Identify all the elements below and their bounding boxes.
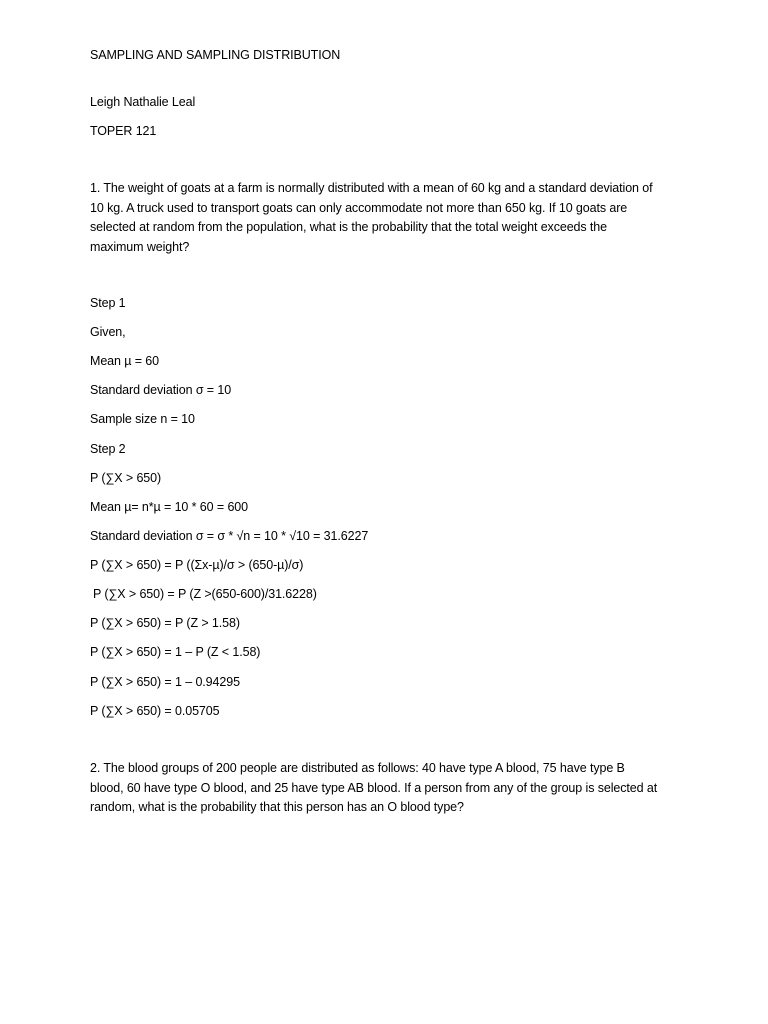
equation-line: P (∑X > 650) = 1 – P (Z < 1.58) <box>90 645 261 659</box>
question-1-line: 10 kg. A truck used to transport goats can only accommodate not more than 650 kg. If 10 goats are <box>90 200 628 215</box>
sample-size-value: Sample size n = 10 <box>90 412 195 426</box>
question-2-line: 2. The blood groups of 200 people are distributed as follows: 40 have type A blood, 75 have type B <box>90 761 625 775</box>
probability-statement: P (∑X > 650) <box>90 471 162 485</box>
question-1 <box>90 179 690 257</box>
total-mean-equation: Mean µ= n*µ = 10 * 60 = 600 <box>90 500 248 514</box>
equation-line: P (∑X > 650) = 1 – 0.94295 <box>90 675 240 689</box>
equation-line: P (∑X > 650) = P (Z >(650-600)/31.6228) <box>93 587 317 601</box>
question-1-line: 1. The weight of goats at a farm is normally distributed with a mean of 60 kg and a standard deviation of <box>90 181 653 195</box>
question-1-line: selected at random from the population, what is the probability that the total weight exceeds the <box>90 220 608 234</box>
question-2 <box>90 759 690 818</box>
question-1-line: maximum weight? <box>90 239 190 254</box>
equation-line: P (∑X > 650) = P (Z > 1.58) <box>90 616 240 630</box>
final-answer: P (∑X > 650) = 0.05705 <box>90 704 220 718</box>
standard-deviation-value: Standard deviation σ = 10 <box>90 383 232 397</box>
step-1-heading: Step 1 <box>90 296 126 310</box>
step-2-heading: Step 2 <box>90 442 126 456</box>
total-sd-equation: Standard deviation σ = σ * √n = 10 * √10 = 31.6227 <box>90 529 369 543</box>
equation-line: P (∑X > 650) = P ((Σx-µ)/σ > (650-µ)/σ) <box>90 558 304 572</box>
course-code: TOPER 121 <box>90 124 157 138</box>
question-2-line: random, what is the probability that this person has an O blood type? <box>90 800 464 814</box>
given-label: Given, <box>90 325 126 339</box>
mean-value: Mean µ = 60 <box>90 354 159 368</box>
author-name: Leigh Nathalie Leal <box>90 95 196 109</box>
document-title: SAMPLING AND SAMPLING DISTRIBUTION <box>90 48 341 62</box>
question-2-line: blood, 60 have type O blood, and 25 have type AB blood. If a person from any of the group is selected at <box>90 780 658 795</box>
